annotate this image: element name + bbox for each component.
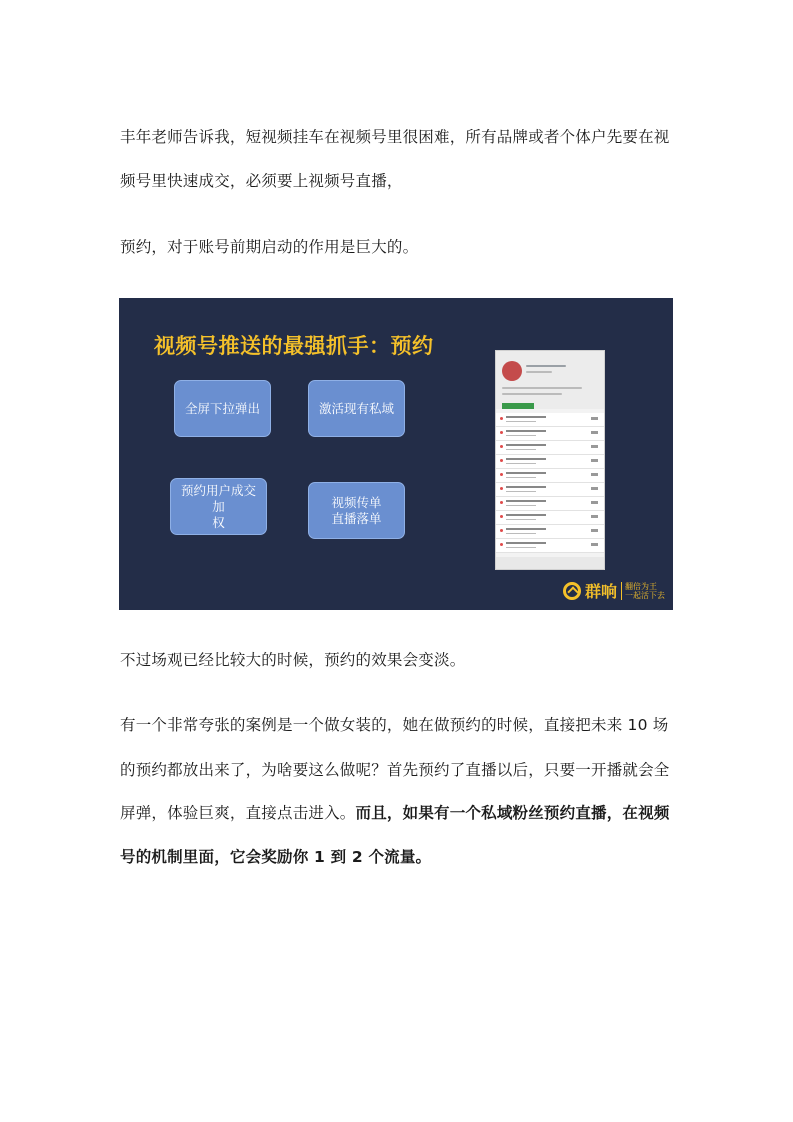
phone-screenshot — [495, 350, 605, 570]
paragraph-1-line-2: 频号里快速成交，必须要上视频号直播， — [120, 172, 403, 190]
list-item — [496, 539, 604, 553]
list-item — [496, 441, 604, 455]
feature-box-activate-private-domain: 激活现有私域 — [308, 380, 405, 437]
list-item — [496, 511, 604, 525]
paragraph-4-line-3-bold: 而且，如果有一个私域粉丝预约直播，在视频 — [355, 804, 670, 822]
list-item — [496, 427, 604, 441]
list-item — [496, 525, 604, 539]
brand-logo — [563, 579, 665, 602]
logo-slogan: 翻倍为王 一起活下去 — [621, 582, 665, 600]
list-item — [496, 455, 604, 469]
phone-nav-bar — [496, 557, 604, 569]
paragraph-4-line-1: 有一个非常夸张的案例是一个做女装的，她在做预约的时候，直接把未来 10 场 — [120, 716, 669, 734]
slide-image — [119, 298, 673, 610]
paragraph-2: 预约，对于账号前期启动的作用是巨大的。 — [120, 238, 419, 256]
paragraph-1-line-1: 丰年老师告诉我，短视频挂车在视频号里很困难，所有品牌或者个体户先要在视 — [120, 128, 670, 146]
logo-text: 群响 — [584, 582, 617, 601]
list-item — [496, 413, 604, 427]
feature-box-fullscreen-popup: 全屏下拉弹出 — [174, 380, 271, 437]
paragraph-4-line-3-normal: 屏弹，体验巨爽，直接点击进入。 — [120, 804, 356, 822]
paragraph-3: 不过场观已经比较大的时候，预约的效果会变淡。 — [120, 651, 466, 669]
list-item — [496, 497, 604, 511]
paragraph-4-line-3 — [120, 791, 676, 835]
feature-box-booking-user-weight: 预约用户成交加 权 — [170, 478, 267, 535]
avatar — [502, 361, 522, 381]
paragraph-4-line-4: 号的机制里面，它会奖励你 1 到 2 个流量。 — [120, 848, 432, 866]
feature-box-video-flyer: 视频传单 直播落单 — [308, 482, 405, 539]
paragraph-4-line-2: 的预约都放出来了，为啥要这么做呢？首先预约了直播以后，只要一开播就会全 — [120, 761, 670, 779]
list-item — [496, 483, 604, 497]
list-item — [496, 469, 604, 483]
phone-booking-list — [496, 409, 604, 553]
logo-icon — [563, 582, 581, 600]
slide-title: 视频号推送的最强抓手：预约 — [154, 334, 434, 358]
